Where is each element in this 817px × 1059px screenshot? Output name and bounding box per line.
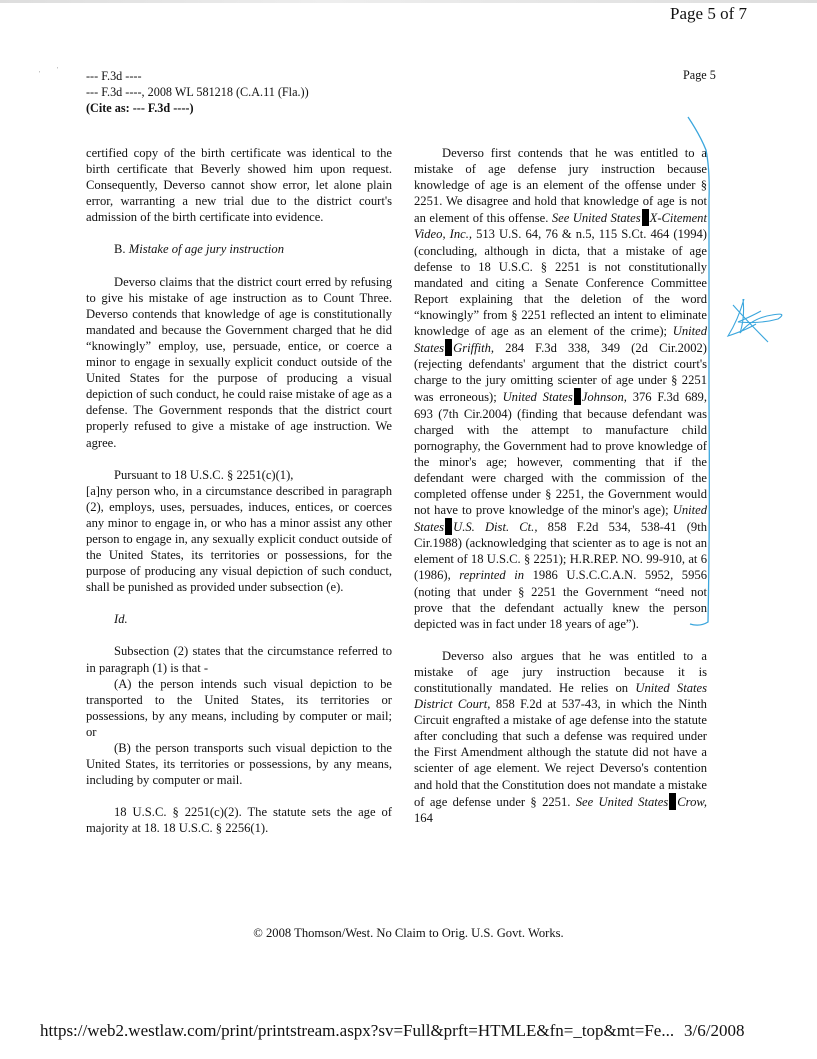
body-text: 164 xyxy=(414,810,433,825)
italic-citation-text: U.S. Dist. Ct., xyxy=(453,520,538,535)
italic-citation-text: Johnson, xyxy=(581,390,627,405)
scan-mark: ' xyxy=(57,66,59,74)
italic-citation-text: reprinted in xyxy=(459,568,525,583)
body-text: Subsection (2) states that the circumstance referred to in paragraph (1) is that - xyxy=(86,644,392,675)
body-text: 284 F.3d 338, 349 (2d Cir.2002) (rejecting defendants' argument that the district court's charge to the jury omitting scienter of age under § 2251 was erroneous); xyxy=(414,341,707,405)
paragraph xyxy=(86,274,392,451)
paragraph xyxy=(86,611,392,627)
copyright-footer: © 2008 Thomson/West. No Claim to Orig. U.S. Govt. Works. xyxy=(253,926,564,940)
paragraph xyxy=(86,467,392,483)
body-text: certified copy of the birth certificate was identical to the birth certificate that Beverly showed him upon request. Consequently, Deverso cannot show error, let alone plain error, warranting a new trial due to the district court's admission of the birth certificate into evidence. xyxy=(86,146,392,225)
body-text: 858 F.2d at 537-43, in which the Ninth Circuit engrafted a mistake of age defense into the statute after concluding that such a defense was required under the First Amendment although the statute did not have a scienter of age element. We reject Deverso's contention and hold that the Constitution does not mandate a mistake of age defense under § 2251. xyxy=(414,697,707,809)
body-text: B. xyxy=(114,242,129,257)
body-text: 858 F.2d 534, 538-41 (9th Cir.1988) (acknowledging that scienter as to age is not an element of 18 U.S.C. § 2251); H.R.REP. NO. 99-910, at 6 (1986), xyxy=(414,520,708,583)
scan-edge xyxy=(0,0,817,3)
browser-page-count: Page 5 of 7 xyxy=(670,4,747,23)
italic-citation-text: Crow, xyxy=(677,794,708,809)
paragraph xyxy=(86,241,392,257)
left-column xyxy=(86,145,392,852)
paragraph xyxy=(414,648,707,826)
citation-line: --- F.3d ----, 2008 WL 581218 (C.A.11 (Fla.)) xyxy=(86,85,309,99)
redaction-bar xyxy=(642,209,649,226)
body-text: 18 U.S.C. § 2251(c)(2). The statute sets the age of majority at 18. 18 U.S.C. § 2256(1). xyxy=(86,805,392,836)
redaction-bar xyxy=(669,793,676,810)
print-date: 3/6/2008 xyxy=(684,1021,745,1040)
scan-mark: ' xyxy=(39,70,41,78)
body-text: (B) the person transports such visual depiction to the United States, its territories or possessions, by any means, including by computer or mail. xyxy=(86,741,392,788)
body-text: Deverso also argues that he was entitled to a mistake of age jury instruction because it is constitutionally mandated. He relies on xyxy=(414,648,707,695)
paragraph xyxy=(86,804,392,836)
body-text: 513 U.S. 64, 76 & n.5, 115 S.Ct. 464 (1994) (concluding, although in dicta, that a mistake of age defense to 18 U.S.C. § 2251 is not constitutionally mandated and citing a Senate Conference Committee Report explaining that the deletion of the word “knowingly” from § 2251 reflected an intent to eliminate knowledge of age as an element of the crime); xyxy=(414,227,707,339)
italic-citation-text: Griffith, xyxy=(453,341,495,356)
redaction-bar xyxy=(574,388,581,405)
body-text: [a]ny person who, in a circumstance described in paragraph (2), employs, uses, persuades, induces, entices, or coerces any minor to engage in, or who has a minor assist any other person to engage in, any sexually explicit conduct outside of the United States, its territories or possessions, for the purpose of producing any visual depiction of such conduct, shall be punished as provided under subsection (e). xyxy=(86,483,392,595)
paragraph xyxy=(86,483,392,596)
italic-citation-text: United States xyxy=(502,390,573,405)
paragraph xyxy=(86,643,392,675)
paragraph xyxy=(414,145,707,632)
body-text: Pursuant to 18 U.S.C. § 2251(c)(1), xyxy=(114,467,294,482)
star-scribble-mark xyxy=(728,299,782,342)
right-column xyxy=(414,145,707,842)
paragraph xyxy=(86,740,392,788)
italic-citation-text: See United States xyxy=(575,794,669,809)
citation-header xyxy=(86,68,309,116)
italic-citation-text: Mistake of age jury instruction xyxy=(128,242,285,257)
redaction-bar xyxy=(445,518,452,535)
body-text: Deverso first contends that he was entitled to a mistake of age defense jury instruction because knowledge of age is an element of the offense under § 2251. We disagree and hold that knowledge of age is not an element of this offense. xyxy=(414,146,707,226)
paragraph xyxy=(86,676,392,740)
italic-citation-text: See United States xyxy=(551,211,641,226)
body-text: 376 F.3d 689, 693 (7th Cir.2004) (finding that because defendant was charged with the attempt to manufacture child pornography, the Government had to prove knowledge of the minor's age; however, commenting that if the defendant were charged with the commission of the completed offense under § 2251, the Government would not have to prove knowledge of the minor's age); xyxy=(414,390,708,518)
italic-citation-text: United States District Court, xyxy=(414,681,708,712)
body-text: (A) the person intends such visual depiction to be transported to the United States, its territories or possessions, by any means, including by computer or mail; or xyxy=(86,676,392,739)
page-number: Page 5 xyxy=(683,68,716,82)
body-text: Deverso claims that the district court erred by refusing to give his mistake of age instruction as to Count Three. Deverso contends that knowledge of age is constitutionally mandated and because the Government charged that he did “knowingly” employ, use, persuade, entice, or coerce a minor to engage in sexually explicit conduct outside of the United States for the purpose of producing a visual depiction of such conduct, he could raise mistake of age as a defense. The Government responds that the district court properly refused to give a mistake of age instruction. We agree. xyxy=(86,274,392,450)
paragraph xyxy=(86,145,392,225)
italic-citation-text: Id. xyxy=(114,612,128,627)
print-url: https://web2.westlaw.com/print/printstream.aspx?sv=Full&prft=HTMLE&fn=_top&mt=Fe... xyxy=(40,1021,675,1040)
redaction-bar xyxy=(445,339,452,356)
citation-line: --- F.3d ---- xyxy=(86,69,142,83)
italic-citation-text: United States xyxy=(414,324,707,356)
body-text: 1986 U.S.C.C.A.N. 5952, 5956 (noting that under § 2251 the Government “need not prove that the defendant actually knew the person depicted was in fact under 18 years of age”). xyxy=(414,568,707,631)
italic-citation-text: X-Citement Video, Inc., xyxy=(414,211,707,242)
italic-citation-text: United States xyxy=(414,503,707,535)
cite-as: (Cite as: --- F.3d ----) xyxy=(86,101,194,115)
